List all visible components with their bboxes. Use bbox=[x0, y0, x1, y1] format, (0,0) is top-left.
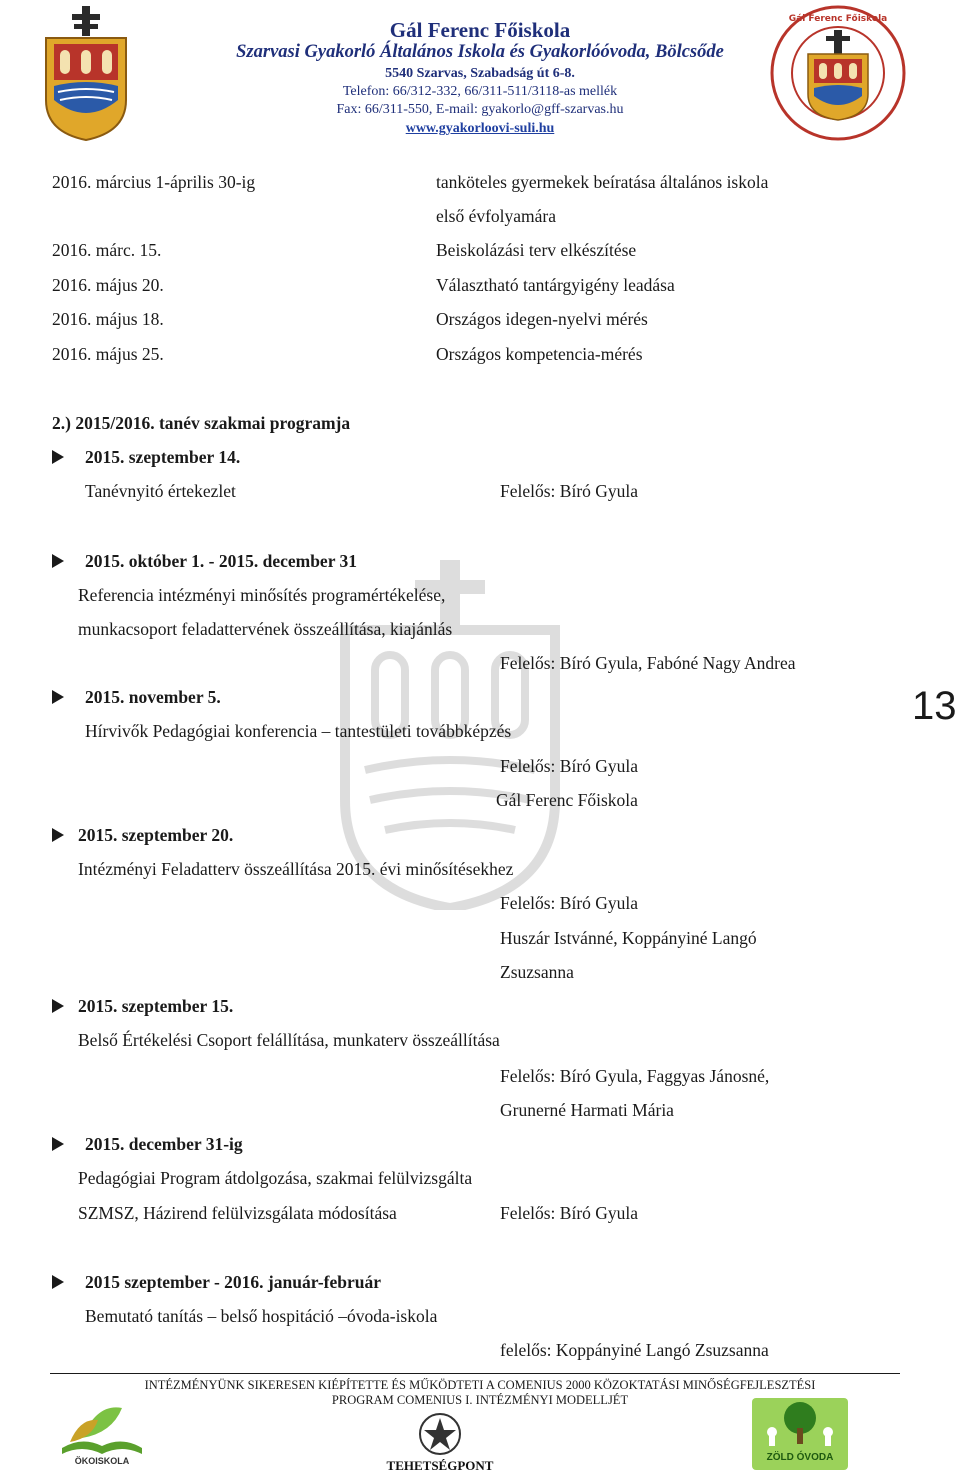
page-number: 13 bbox=[912, 684, 957, 728]
footer-divider bbox=[50, 1373, 900, 1374]
item-responsible: Grunerné Harmati Mária bbox=[500, 1100, 674, 1120]
telephone: Telefon: 66/312-332, 66/311-511/3118-as mellék bbox=[342, 84, 618, 99]
item-responsible: Felelős: Bíró Gyula, Fabóné Nagy Andrea bbox=[500, 653, 796, 673]
arrow-bullet-icon bbox=[52, 1137, 64, 1151]
eco-school-label: ÖKOISKOLA bbox=[74, 1456, 130, 1466]
book-leaf-icon bbox=[52, 1398, 152, 1458]
footer-text: INTÉZMÉNYÜNK SIKERESEN KIÉPÍTETTE ÉS MŰKÖDTETI A COMENIUS 2000 KÖZOKTATÁSI MINŐSÉGFEJLESZTÉSI bbox=[144, 1378, 816, 1392]
schedule-date: 2016. március 1-április 30-ig bbox=[52, 172, 256, 192]
talent-star-icon bbox=[370, 1408, 510, 1460]
item-description: Hírvivők Pedagógiai konferencia – tantestületi továbbképzés bbox=[85, 721, 512, 741]
schedule-date: 2016. márc. 15. bbox=[52, 240, 162, 260]
item-responsible: Felelős: Bíró Gyula bbox=[500, 893, 639, 913]
item-date: 2015. október 1. - 2015. december 31 bbox=[85, 551, 358, 571]
green-kindergarten-label: ZÖLD ÓVODA bbox=[766, 1452, 834, 1463]
college-name: Gál Ferenc Főiskola bbox=[389, 18, 571, 42]
arrow-bullet-icon bbox=[52, 450, 64, 464]
arrow-bullet-icon bbox=[52, 828, 64, 842]
talent-point-logo bbox=[370, 1408, 510, 1476]
schedule-text: tanköteles gyermekek beíratása általános iskola bbox=[436, 172, 769, 192]
item-responsible: Felelős: Bíró Gyula bbox=[500, 481, 639, 501]
item-date: 2015. november 5. bbox=[85, 687, 221, 707]
item-date: 2015. szeptember 14. bbox=[85, 447, 241, 467]
item-responsible: Felelős: Bíró Gyula bbox=[500, 1203, 639, 1223]
item-responsible: felelős: Koppányiné Langó Zsuzsanna bbox=[500, 1340, 769, 1360]
schedule-date: 2016. május 25. bbox=[52, 344, 164, 364]
school-name: Szarvasi Gyakorló Általános Iskola és Gyakorlóóvoda, Bölcsőde bbox=[236, 42, 724, 62]
item-responsible: Felelős: Bíró Gyula bbox=[500, 756, 639, 776]
arrow-bullet-icon bbox=[52, 690, 64, 704]
arrow-bullet-icon bbox=[52, 1275, 64, 1289]
schedule-text: Beiskolázási terv elkészítése bbox=[436, 240, 637, 260]
item-description: Belső Értékelési Csoport felállítása, munkaterv összeállítása bbox=[78, 1030, 500, 1050]
schedule-text: Választható tantárgyigény leadása bbox=[436, 275, 675, 295]
svg-text:Gál Ferenc Főiskola: Gál Ferenc Főiskola bbox=[788, 14, 888, 24]
item-description: SZMSZ, Házirend felülvizsgálata módosítása bbox=[78, 1203, 397, 1223]
item-description: Pedagógiai Program átdolgozása, szakmai felülvizsgálta bbox=[78, 1168, 473, 1188]
eco-school-logo bbox=[52, 1398, 152, 1470]
item-responsible: Huszár Istvánné, Koppányiné Langó bbox=[500, 928, 757, 948]
item-date: 2015. szeptember 15. bbox=[78, 996, 234, 1016]
letterhead bbox=[0, 0, 960, 150]
arrow-bullet-icon bbox=[52, 554, 64, 568]
item-description: Referencia intézményi minősítés programértékelése, bbox=[78, 585, 446, 605]
item-description: Intézményi Feladatterv összeállítása 2015. évi minősítésekhez bbox=[78, 859, 514, 879]
school-round-logo bbox=[768, 4, 908, 142]
address: 5540 Szarvas, Szabadság út 6-8. bbox=[385, 66, 575, 81]
green-kindergarten-logo bbox=[752, 1398, 848, 1470]
item-date: 2015. december 31-ig bbox=[85, 1134, 243, 1154]
schedule-text: Országos kompetencia-mérés bbox=[436, 344, 643, 364]
item-date: 2015. szeptember 20. bbox=[78, 825, 234, 845]
talent-point-label: TEHETSÉGPONT bbox=[386, 1458, 494, 1473]
item-description: Tanévnyitó értekezlet bbox=[85, 481, 236, 501]
schedule-text: Országos idegen-nyelvi mérés bbox=[436, 309, 648, 329]
item-description: Bemutató tanítás – belső hospitáció –óvoda-iskola bbox=[85, 1306, 438, 1326]
arrow-bullet-icon bbox=[52, 999, 64, 1013]
schedule-text: első évfolyamára bbox=[436, 206, 557, 226]
schedule-date: 2016. május 18. bbox=[52, 309, 164, 329]
item-responsible: Gál Ferenc Főiskola bbox=[496, 790, 638, 810]
item-responsible: Zsuzsanna bbox=[500, 962, 574, 982]
section-title: 2.) 2015/2016. tanév szakmai programja bbox=[52, 413, 351, 433]
item-date: 2015 szeptember - 2016. január-február bbox=[85, 1272, 381, 1292]
item-responsible: Felelős: Bíró Gyula, Faggyas Jánosné, bbox=[500, 1066, 770, 1086]
tree-kids-icon bbox=[752, 1398, 848, 1450]
fax-email: Fax: 66/311-550, E-mail: gyakorlo@gff-szarvas.hu bbox=[336, 102, 624, 117]
schedule-date: 2016. május 20. bbox=[52, 275, 164, 295]
footer-text: PROGRAM COMENIUS I. INTÉZMÉNYI MODELLJÉT bbox=[331, 1393, 629, 1407]
website-link[interactable]: www.gyakorloovi-suli.hu bbox=[405, 121, 555, 136]
item-description: munkacsoport feladattervének összeállítása, kiajánlás bbox=[78, 619, 453, 639]
